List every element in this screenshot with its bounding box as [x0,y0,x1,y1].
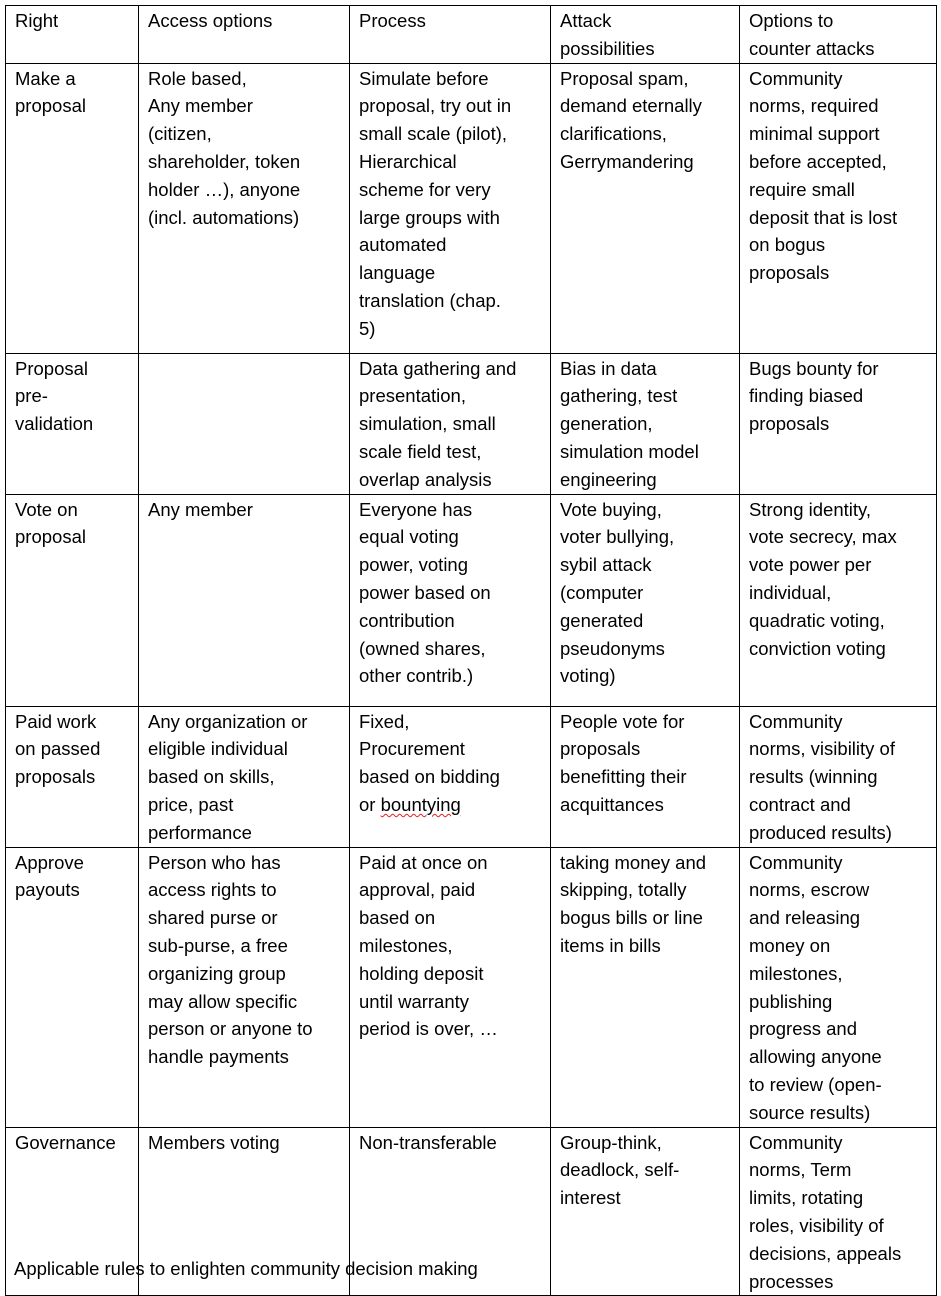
cell-text-line: acquittances [560,793,664,815]
cell-text-line: conviction voting [749,637,886,659]
cell-text-line: handle payments [148,1046,289,1068]
cell-text-line: Gerrymandering [560,150,694,172]
table-row [6,63,937,353]
row2-right-cell [6,353,139,494]
cell-text-line: Process [359,10,426,31]
cell-text-line: norms, required [749,95,879,117]
row3-counter-options-cell [740,494,937,706]
cell-text-line: taking money and [560,851,707,873]
cell-text-line: quadratic voting, [749,609,885,631]
cell-text-line: before accepted, [749,150,887,172]
cell-text-line: Proposal [15,357,89,379]
cell-text-line: publishing [749,990,833,1012]
cell-text-line: 5) [359,317,376,339]
cell-text-line: interest [560,1187,621,1209]
cell-text-line: People vote for [560,710,685,732]
cell-text-line: Community [749,1131,843,1153]
cell-text-line: other contrib.) [359,665,474,687]
cell-text-line: skipping, totally [560,879,687,901]
cell-text-line: limits, rotating [749,1187,864,1209]
table-row [6,494,937,706]
cell-text-line: shareholder, token [148,150,301,172]
footnote-text: Applicable rules to enlighten community decision making [14,1258,478,1279]
cell-text-line: Any organization or [148,710,308,732]
cell-text-line: price, past [148,793,234,815]
cell-text-line: access rights to [148,879,277,901]
cell-text-line: power, voting [359,554,469,576]
cell-text-line: pseudonyms [560,637,665,659]
cell-text-line: Community [749,67,843,89]
row1-counter-options-cell [740,63,937,353]
cell-text-line: or bountying [359,793,461,815]
cell-text-line: Procurement [359,738,465,760]
row4-right-cell [6,706,139,847]
cell-text-line: performance [148,821,252,843]
cell-text-line: Options to [749,10,834,31]
cell-text-line: based on skills, [148,766,275,788]
cell-text-line: on passed [15,738,101,760]
cell-text-line: Strong identity, [749,498,872,520]
cell-text-line: proposals [560,738,641,760]
cell-text-line: norms, Term [749,1159,852,1181]
cell-text-line: simulation model [560,440,699,462]
cell-text-line: vote secrecy, max [749,526,897,548]
cell-text-line: Any member [148,498,253,520]
cell-text-line: Community [749,710,843,732]
cell-text-line: automated [359,234,447,256]
cell-text-line: payouts [15,879,80,901]
cell-text-line: large groups with [359,206,500,228]
cell-text-line: produced results) [749,821,892,843]
cell-text-line: contribution [359,609,455,631]
cell-text-line: Person who has [148,851,281,873]
header-counter-options-cell [740,6,937,64]
cell-text-line: Simulate before [359,67,489,89]
cell-text-line: demand eternally [560,95,702,117]
row4-counter-options-cell [740,706,937,847]
cell-text-line: Paid work [15,710,97,732]
cell-text-line: Any member [148,95,253,117]
cell-text-line: proposal [15,526,86,548]
cell-text-line: approval, paid [359,879,476,901]
cell-text-line: finding biased [749,385,864,407]
cell-text-line: milestones, [749,962,843,984]
cell-text-line: deposit that is lost [749,206,898,228]
cell-text-line: power based on [359,581,491,603]
cell-text-line: small scale (pilot), [359,123,508,145]
table-row [6,706,937,847]
cell-text-line: vote power per [749,554,872,576]
cell-text-line: Vote buying, [560,498,662,520]
cell-text-line: Community [749,851,843,873]
cell-text-line: norms, escrow [749,879,870,901]
cell-text-line: generation, [560,413,653,435]
cell-text-line: equal voting [359,526,459,548]
table-header-row [6,6,937,64]
cell-text-line: clarifications, [560,123,667,145]
cell-text-line: require small [749,178,855,200]
row1-access-options-cell [139,63,350,353]
cell-text-line: allowing anyone [749,1046,882,1068]
cell-text-line: money on [749,934,831,956]
cell-text-line: voter bullying, [560,526,675,548]
cell-text-line: generated [560,609,644,631]
header-right-cell [6,6,139,64]
cell-text-line: on bogus [749,234,826,256]
cell-text-line: sybil attack [560,554,652,576]
row5-process-cell [350,847,551,1127]
cell-text-line: until warranty [359,990,470,1012]
misspelled-word[interactable]: bountying [380,793,461,815]
row2-process-cell [350,353,551,494]
row1-process-cell [350,63,551,353]
cell-text-line: to review (open- [749,1073,882,1095]
cell-text-line: eligible individual [148,738,288,760]
cell-text-line: Role based, [148,67,247,89]
cell-text-line: proposal [15,95,86,117]
cell-text-line: contract and [749,793,851,815]
cell-text-line: (citizen, [148,123,212,145]
cell-text-line: gathering, test [560,385,678,407]
cell-text-line: processes [749,1270,834,1292]
row3-attack-possibilities-cell [551,494,740,706]
cell-text-line: simulation, small [359,413,496,435]
cell-text-line: presentation, [359,385,466,407]
cell-text-line: scale field test, [359,440,482,462]
row2-access-options-cell [139,353,350,494]
cell-text-line: Members voting [148,1131,280,1153]
cell-text-line: proposals [15,766,96,788]
cell-text-line: Group-think, [560,1131,662,1153]
row6-attack-possibilities-cell [551,1127,740,1296]
cell-text-line: Bugs bounty for [749,357,879,379]
cell-text-line: deadlock, self- [560,1159,680,1181]
cell-text-line: Vote on [15,498,78,520]
cell-text-line: language [359,262,436,284]
header-access-options-cell [139,6,350,64]
cell-text-line: sub-purse, a free [148,934,288,956]
row5-right-cell [6,847,139,1127]
cell-text-line: Approve [15,851,84,873]
cell-text-line: proposal, try out in [359,95,512,117]
cell-text-line: items in bills [560,934,661,956]
cell-text-line: (incl. automations) [148,206,300,228]
header-attack-possibilities-cell [551,6,740,64]
cell-text-line: person or anyone to [148,1018,313,1040]
cell-text-line: period is over, … [359,1018,498,1040]
cell-text-line: Access options [148,10,273,31]
cell-text-line: progress and [749,1018,857,1040]
rights-table [5,5,937,1296]
cell-text-line: voting) [560,665,616,687]
cell-text-line: counter attacks [749,37,875,59]
header-process-cell [350,6,551,64]
row3-right-cell [6,494,139,706]
row5-counter-options-cell [740,847,937,1127]
row1-right-cell [6,63,139,353]
cell-text-line: Fixed, [359,710,410,732]
cell-text-line: and releasing [749,907,861,929]
document-page [5,5,936,1296]
cell-text-line: Data gathering and [359,357,517,379]
cell-text-line: (owned shares, [359,637,486,659]
cell-text-line: decisions, appeals [749,1242,902,1264]
row4-attack-possibilities-cell [551,706,740,847]
row4-access-options-cell [139,706,350,847]
cell-text-line: may allow specific [148,990,298,1012]
cell-text-line: Governance [15,1131,116,1153]
cell-text-line: pre- [15,385,48,407]
cell-text-line: proposals [749,413,830,435]
cell-text-line: Paid at once on [359,851,488,873]
cell-text-line: Non-transferable [359,1131,497,1153]
cell-text-line: benefitting their [560,766,687,788]
cell-text-line: Make a [15,67,76,89]
table-row [6,353,937,494]
cell-text-line: proposals [749,262,830,284]
row2-attack-possibilities-cell [551,353,740,494]
cell-text-line: based on [359,907,436,929]
cell-text-line: source results) [749,1101,871,1123]
cell-text-line: minimal support [749,123,880,145]
row2-counter-options-cell [740,353,937,494]
cell-text-line: Attack [560,10,612,31]
cell-text-line: holder …), anyone [148,178,301,200]
cell-text-line: Hierarchical [359,150,457,172]
cell-text-line: (computer [560,581,644,603]
cell-text-line: based on bidding [359,766,500,788]
cell-text-line: roles, visibility of [749,1214,884,1236]
cell-text-line: possibilities [560,37,655,59]
cell-text-line: results (winning [749,766,878,788]
cell-text-line: translation (chap. [359,289,501,311]
row3-process-cell [350,494,551,706]
cell-text-line: norms, visibility of [749,738,895,760]
cell-text-line: Right [15,10,59,31]
row6-counter-options-cell [740,1127,937,1296]
row4-process-cell [350,706,551,847]
cell-text-line: milestones, [359,934,453,956]
cell-text-line: overlap analysis [359,468,492,490]
row3-access-options-cell [139,494,350,706]
cell-text-line: bogus bills or line [560,907,703,929]
cell-text-line: shared purse or [148,907,278,929]
cell-text-line: Proposal spam, [560,67,689,89]
cell-text-line: engineering [560,468,657,490]
rights-table-body [6,6,937,1296]
row5-attack-possibilities-cell [551,847,740,1127]
row1-attack-possibilities-cell [551,63,740,353]
cell-text-line: validation [15,413,94,435]
cell-text-line: individual, [749,581,832,603]
cell-text-line: scheme for very [359,178,491,200]
cell-text-line: holding deposit [359,962,484,984]
table-row [6,847,937,1127]
cell-text-line: organizing group [148,962,286,984]
row5-access-options-cell [139,847,350,1127]
cell-text-line: Bias in data [560,357,657,379]
cell-text-line: Everyone has [359,498,473,520]
